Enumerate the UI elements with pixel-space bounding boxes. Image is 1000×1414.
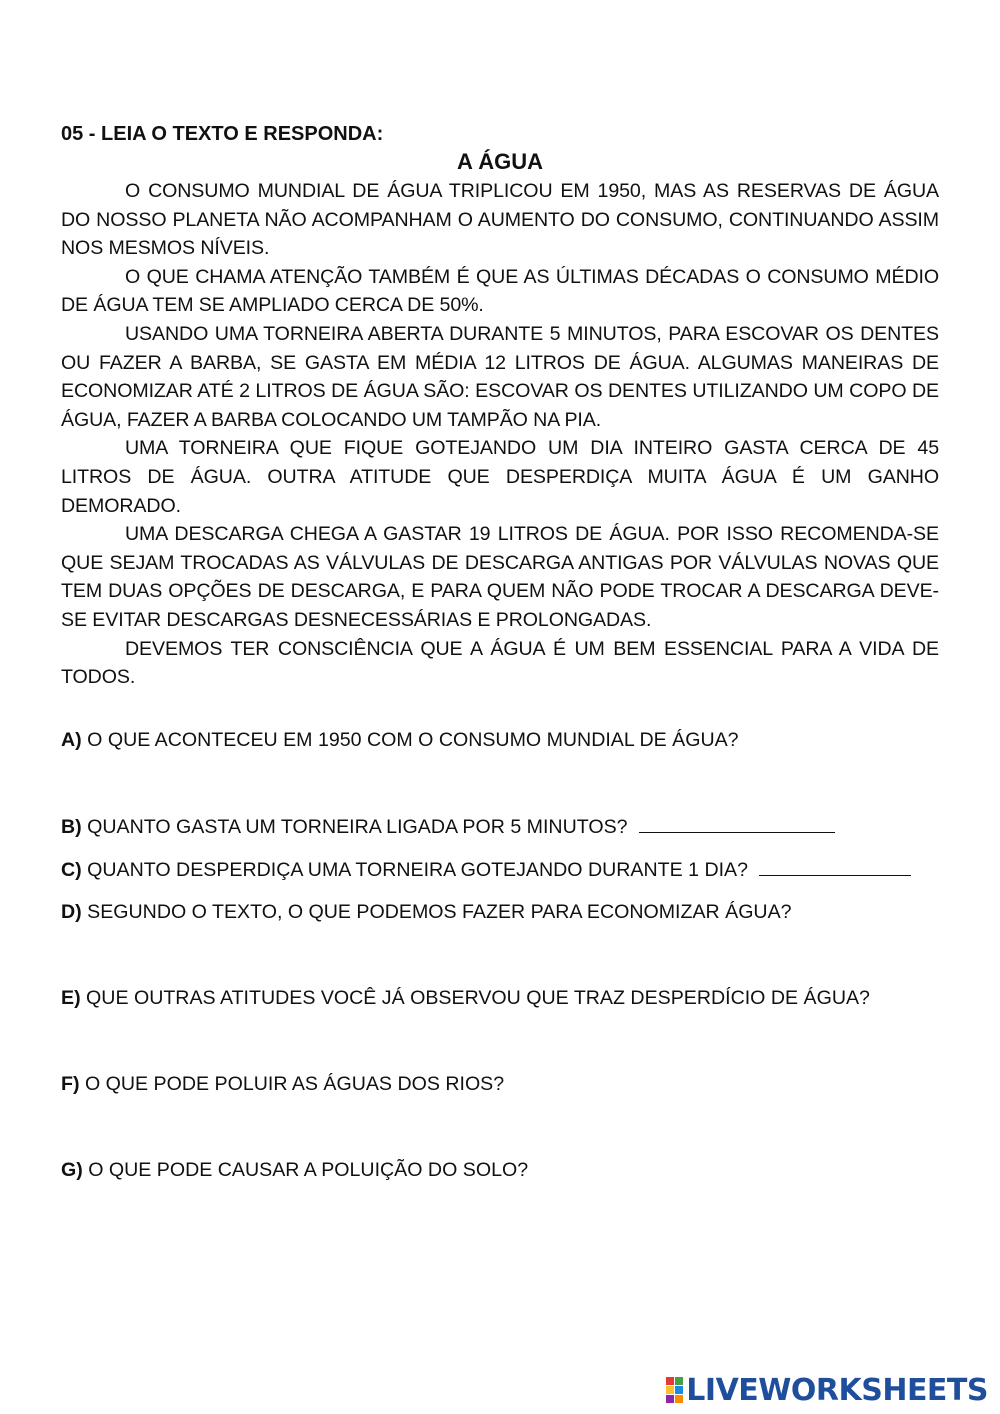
question-text: QUANTO GASTA UM TORNEIRA LIGADA POR 5 MINUTOS? xyxy=(87,816,628,838)
mark-square xyxy=(666,1395,674,1403)
question-letter: G) xyxy=(61,1159,83,1181)
question-letter: E) xyxy=(61,987,81,1009)
paragraph: UMA DESCARGA CHEGA A GASTAR 19 LITROS DE ÁGUA. POR ISSO RECOMENDA-SE QUE SEJAM TROCADAS AS VÁLVULAS DE DESCARGA ANTIGAS POR VÁLVULAS NOVAS QUE TEM DUAS OPÇÕES DE DESCARGA, E PARA QUEM NÃO PODE TROCAR A DESCARGA DEVE-SE EVITAR DESCARGAS DESNECESSÁRIAS E PROLONGADAS. xyxy=(61,523,939,631)
paragraph: USANDO UMA TORNEIRA ABERTA DURANTE 5 MINUTOS, PARA ESCOVAR OS DENTES OU FAZER A BARBA, SE GASTA EM MÉDIA 12 LITROS DE ÁGUA. ALGUMAS MANEIRAS DE ECONOMIZAR ATÉ 2 LITROS DE ÁGUA SÃO: ESCOVAR OS DENTES UTILIZANDO UM COPO DE ÁGUA, FAZER A BARBA COLOCANDO UM TAMPÃO NA PIA. xyxy=(61,322,939,431)
question-c xyxy=(61,855,961,884)
mark-square xyxy=(675,1386,683,1394)
paragraph: DEVEMOS TER CONSCIÊNCIA QUE A ÁGUA É UM BEM ESSENCIAL PARA A VIDA DE TODOS. xyxy=(61,637,939,689)
question-g xyxy=(61,1156,961,1184)
answer-blank-b[interactable] xyxy=(639,812,835,833)
question-text: O QUE PODE POLUIR AS ÁGUAS DOS RIOS? xyxy=(84,1073,505,1095)
worksheet-heading: 05 - LEIA O TEXTO E RESPONDA: xyxy=(61,123,384,145)
question-f xyxy=(61,1070,961,1098)
paragraph: O CONSUMO MUNDIAL DE ÁGUA TRIPLICOU EM 1950, MAS AS RESERVAS DE ÁGUA DO NOSSO PLANETA NÃO ACOMPANHAM O AUMENTO DO CONSUMO, CONTINUANDO ASSIM NOS MESMOS NÍVEIS. xyxy=(61,180,939,260)
question-letter: C) xyxy=(61,859,82,881)
question-a xyxy=(61,726,961,754)
text-title: A ÁGUA xyxy=(457,149,543,174)
answer-blank-c[interactable] xyxy=(759,855,911,876)
worksheet-text xyxy=(61,121,939,692)
mark-square xyxy=(675,1395,683,1403)
question-e xyxy=(61,984,961,1012)
question-d xyxy=(61,898,961,926)
question-letter: B) xyxy=(61,816,82,838)
liveworksheets-logo[interactable] xyxy=(666,1372,988,1408)
question-letter: D) xyxy=(61,901,82,923)
mark-square xyxy=(675,1377,683,1385)
question-text: QUE OUTRAS ATITUDES VOCÊ JÁ OBSERVOU QUE TRAZ DESPERDÍCIO DE ÁGUA? xyxy=(86,987,870,1009)
question-letter: A) xyxy=(61,729,82,751)
paragraph: UMA TORNEIRA QUE FIQUE GOTEJANDO UM DIA INTEIRO GASTA CERCA DE 45 LITROS DE ÁGUA. OUTRA ATITUDE QUE DESPERDIÇA MUITA ÁGUA É UM GANHO DEMORADO. xyxy=(61,437,939,517)
question-text: QUANTO DESPERDIÇA UMA TORNEIRA GOTEJANDO DURANTE 1 DIA? xyxy=(87,859,749,881)
question-letter: F) xyxy=(61,1073,80,1095)
question-text: O QUE PODE CAUSAR A POLUIÇÃO DO SOLO? xyxy=(88,1159,529,1181)
logo-text: LIVEWORKSHEETS xyxy=(686,1372,988,1408)
question-text: SEGUNDO O TEXTO, O QUE PODEMOS FAZER PARA ECONOMIZAR ÁGUA? xyxy=(87,901,792,923)
liveworksheets-mark-icon xyxy=(666,1377,683,1403)
question-b xyxy=(61,812,961,841)
question-text: O QUE ACONTECEU EM 1950 COM O CONSUMO MUNDIAL DE ÁGUA? xyxy=(87,729,739,751)
mark-square xyxy=(666,1386,674,1394)
paragraph: O QUE CHAMA ATENÇÃO TAMBÉM É QUE AS ÚLTIMAS DÉCADAS O CONSUMO MÉDIO DE ÁGUA TEM SE AMPLIADO CERCA DE 50%. xyxy=(61,265,939,317)
mark-square xyxy=(666,1377,674,1385)
